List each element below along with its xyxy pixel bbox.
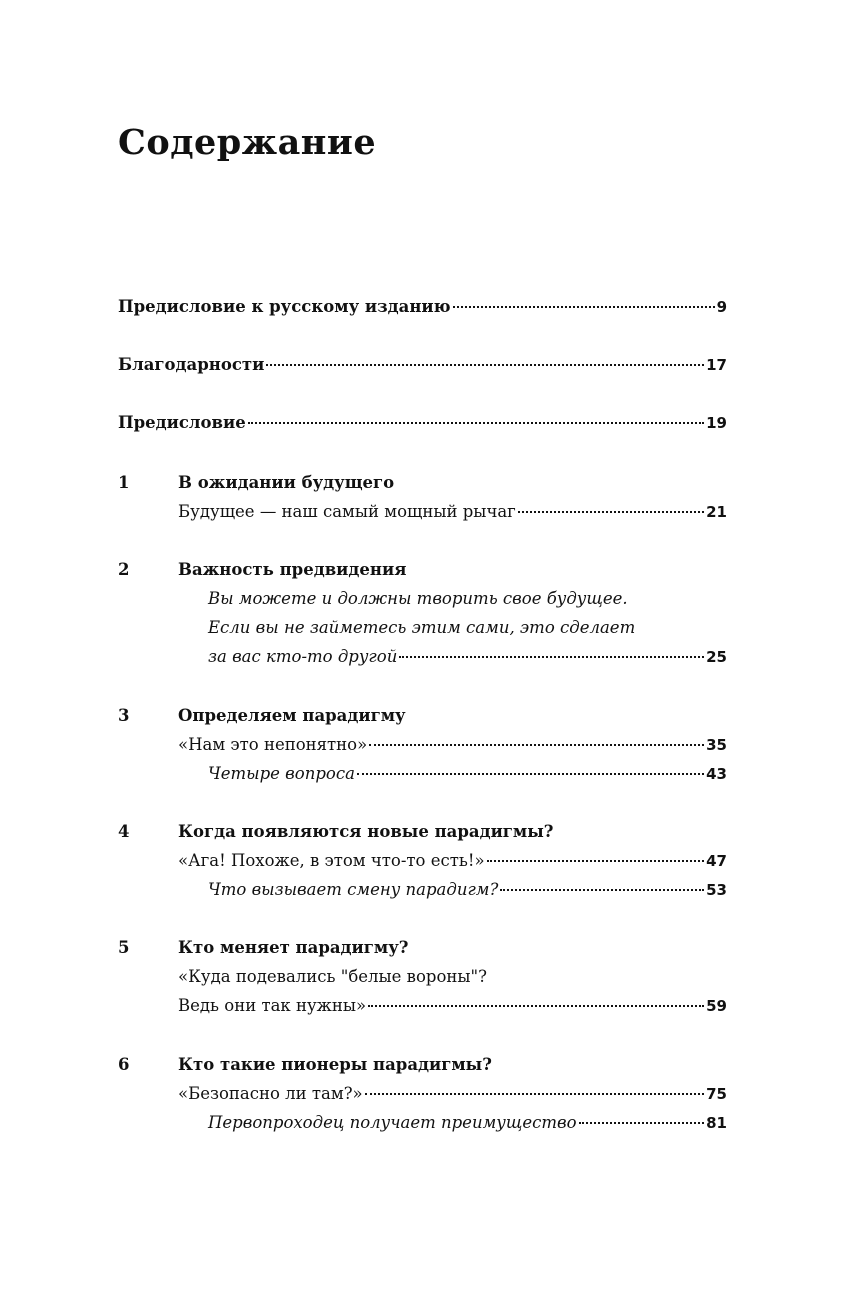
toc-entry[interactable]	[118, 733, 727, 757]
toc-entry[interactable]	[118, 295, 727, 319]
entry-label: Предисловие к русскому изданию	[118, 297, 451, 316]
toc-entry[interactable]	[118, 1111, 727, 1135]
dot-leader	[487, 860, 705, 862]
chapter-title: Определяем парадигму	[178, 706, 406, 725]
dot-leader	[365, 1093, 704, 1095]
dot-leader	[453, 306, 715, 308]
dot-leader	[266, 364, 704, 366]
chapter-heading	[118, 1053, 727, 1077]
entry-label: «Нам это непонятно»	[178, 735, 368, 754]
entry-label: «Безопасно ли там?»	[178, 1084, 363, 1103]
page-number: 19	[706, 414, 727, 432]
toc-entry[interactable]	[118, 645, 727, 669]
entry-label: Что вызывает смену парадигм?	[208, 880, 499, 899]
page-number: 59	[706, 997, 727, 1015]
page-number: 53	[706, 881, 727, 899]
entry-line	[118, 587, 727, 611]
page-number: 21	[706, 503, 727, 521]
entry-label: за вас кто-то другой	[208, 647, 398, 666]
chapter-title: Важность предвидения	[178, 560, 407, 579]
page-number: 43	[706, 765, 727, 783]
toc-entry[interactable]	[118, 878, 727, 902]
entry-label: Первопроходец получает преимущество	[208, 1113, 577, 1132]
chapter-heading	[118, 936, 727, 960]
chapter-heading	[118, 820, 727, 844]
page-number: 25	[706, 648, 727, 666]
chapter-heading	[118, 704, 727, 728]
entry-label: Вы можете и должны творить свое будущее.	[208, 589, 628, 608]
toc-entry[interactable]	[118, 994, 727, 1018]
dot-leader	[518, 511, 704, 513]
entry-label: «Куда подевались "белые вороны"?	[178, 967, 487, 986]
chapter-title: В ожидании будущего	[178, 473, 395, 492]
toc-entry[interactable]	[118, 353, 727, 377]
dot-leader	[579, 1122, 705, 1124]
entry-label: Благодарности	[118, 355, 265, 374]
chapter-number: 3	[118, 706, 130, 725]
entry-line	[118, 965, 727, 989]
dot-leader	[500, 889, 704, 891]
entry-label: Четыре вопроса	[208, 764, 355, 783]
entry-label: Предисловие	[118, 413, 246, 432]
dot-leader	[368, 1005, 704, 1007]
chapter-number: 4	[118, 822, 130, 841]
toc-entry[interactable]	[118, 762, 727, 786]
page-number: 35	[706, 736, 727, 754]
entry-label: Ведь они так нужны»	[178, 996, 367, 1015]
chapter-number: 5	[118, 938, 130, 957]
entry-label: Будущее — наш самый мощный рычаг	[178, 502, 516, 521]
dot-leader	[357, 773, 704, 775]
chapter-heading	[118, 558, 727, 582]
page-number: 75	[706, 1085, 727, 1103]
entry-label: Если вы не займетесь этим сами, это сделает	[208, 618, 636, 637]
toc-entry[interactable]	[118, 500, 727, 524]
chapter-title: Кто такие пионеры парадигмы?	[178, 1055, 492, 1074]
chapter-heading	[118, 471, 727, 495]
toc-entry[interactable]	[118, 849, 727, 873]
chapter-title: Кто меняет парадигму?	[178, 938, 409, 957]
chapter-number: 2	[118, 560, 130, 579]
chapter-title: Когда появляются новые парадигмы?	[178, 822, 554, 841]
page-number: 81	[706, 1114, 727, 1132]
chapter-number: 1	[118, 473, 130, 492]
dot-leader	[399, 656, 704, 658]
dot-leader	[369, 744, 704, 746]
toc-entry[interactable]	[118, 411, 727, 435]
toc-entry[interactable]	[118, 1082, 727, 1106]
page-number: 9	[716, 298, 727, 316]
page-number: 47	[706, 852, 727, 870]
dot-leader	[248, 422, 704, 424]
page-title: Содержание	[118, 122, 377, 163]
chapter-number: 6	[118, 1055, 130, 1074]
entry-label: «Ага! Похоже, в этом что-то есть!»	[178, 851, 485, 870]
page-number: 17	[706, 356, 727, 374]
entry-line	[118, 616, 727, 640]
